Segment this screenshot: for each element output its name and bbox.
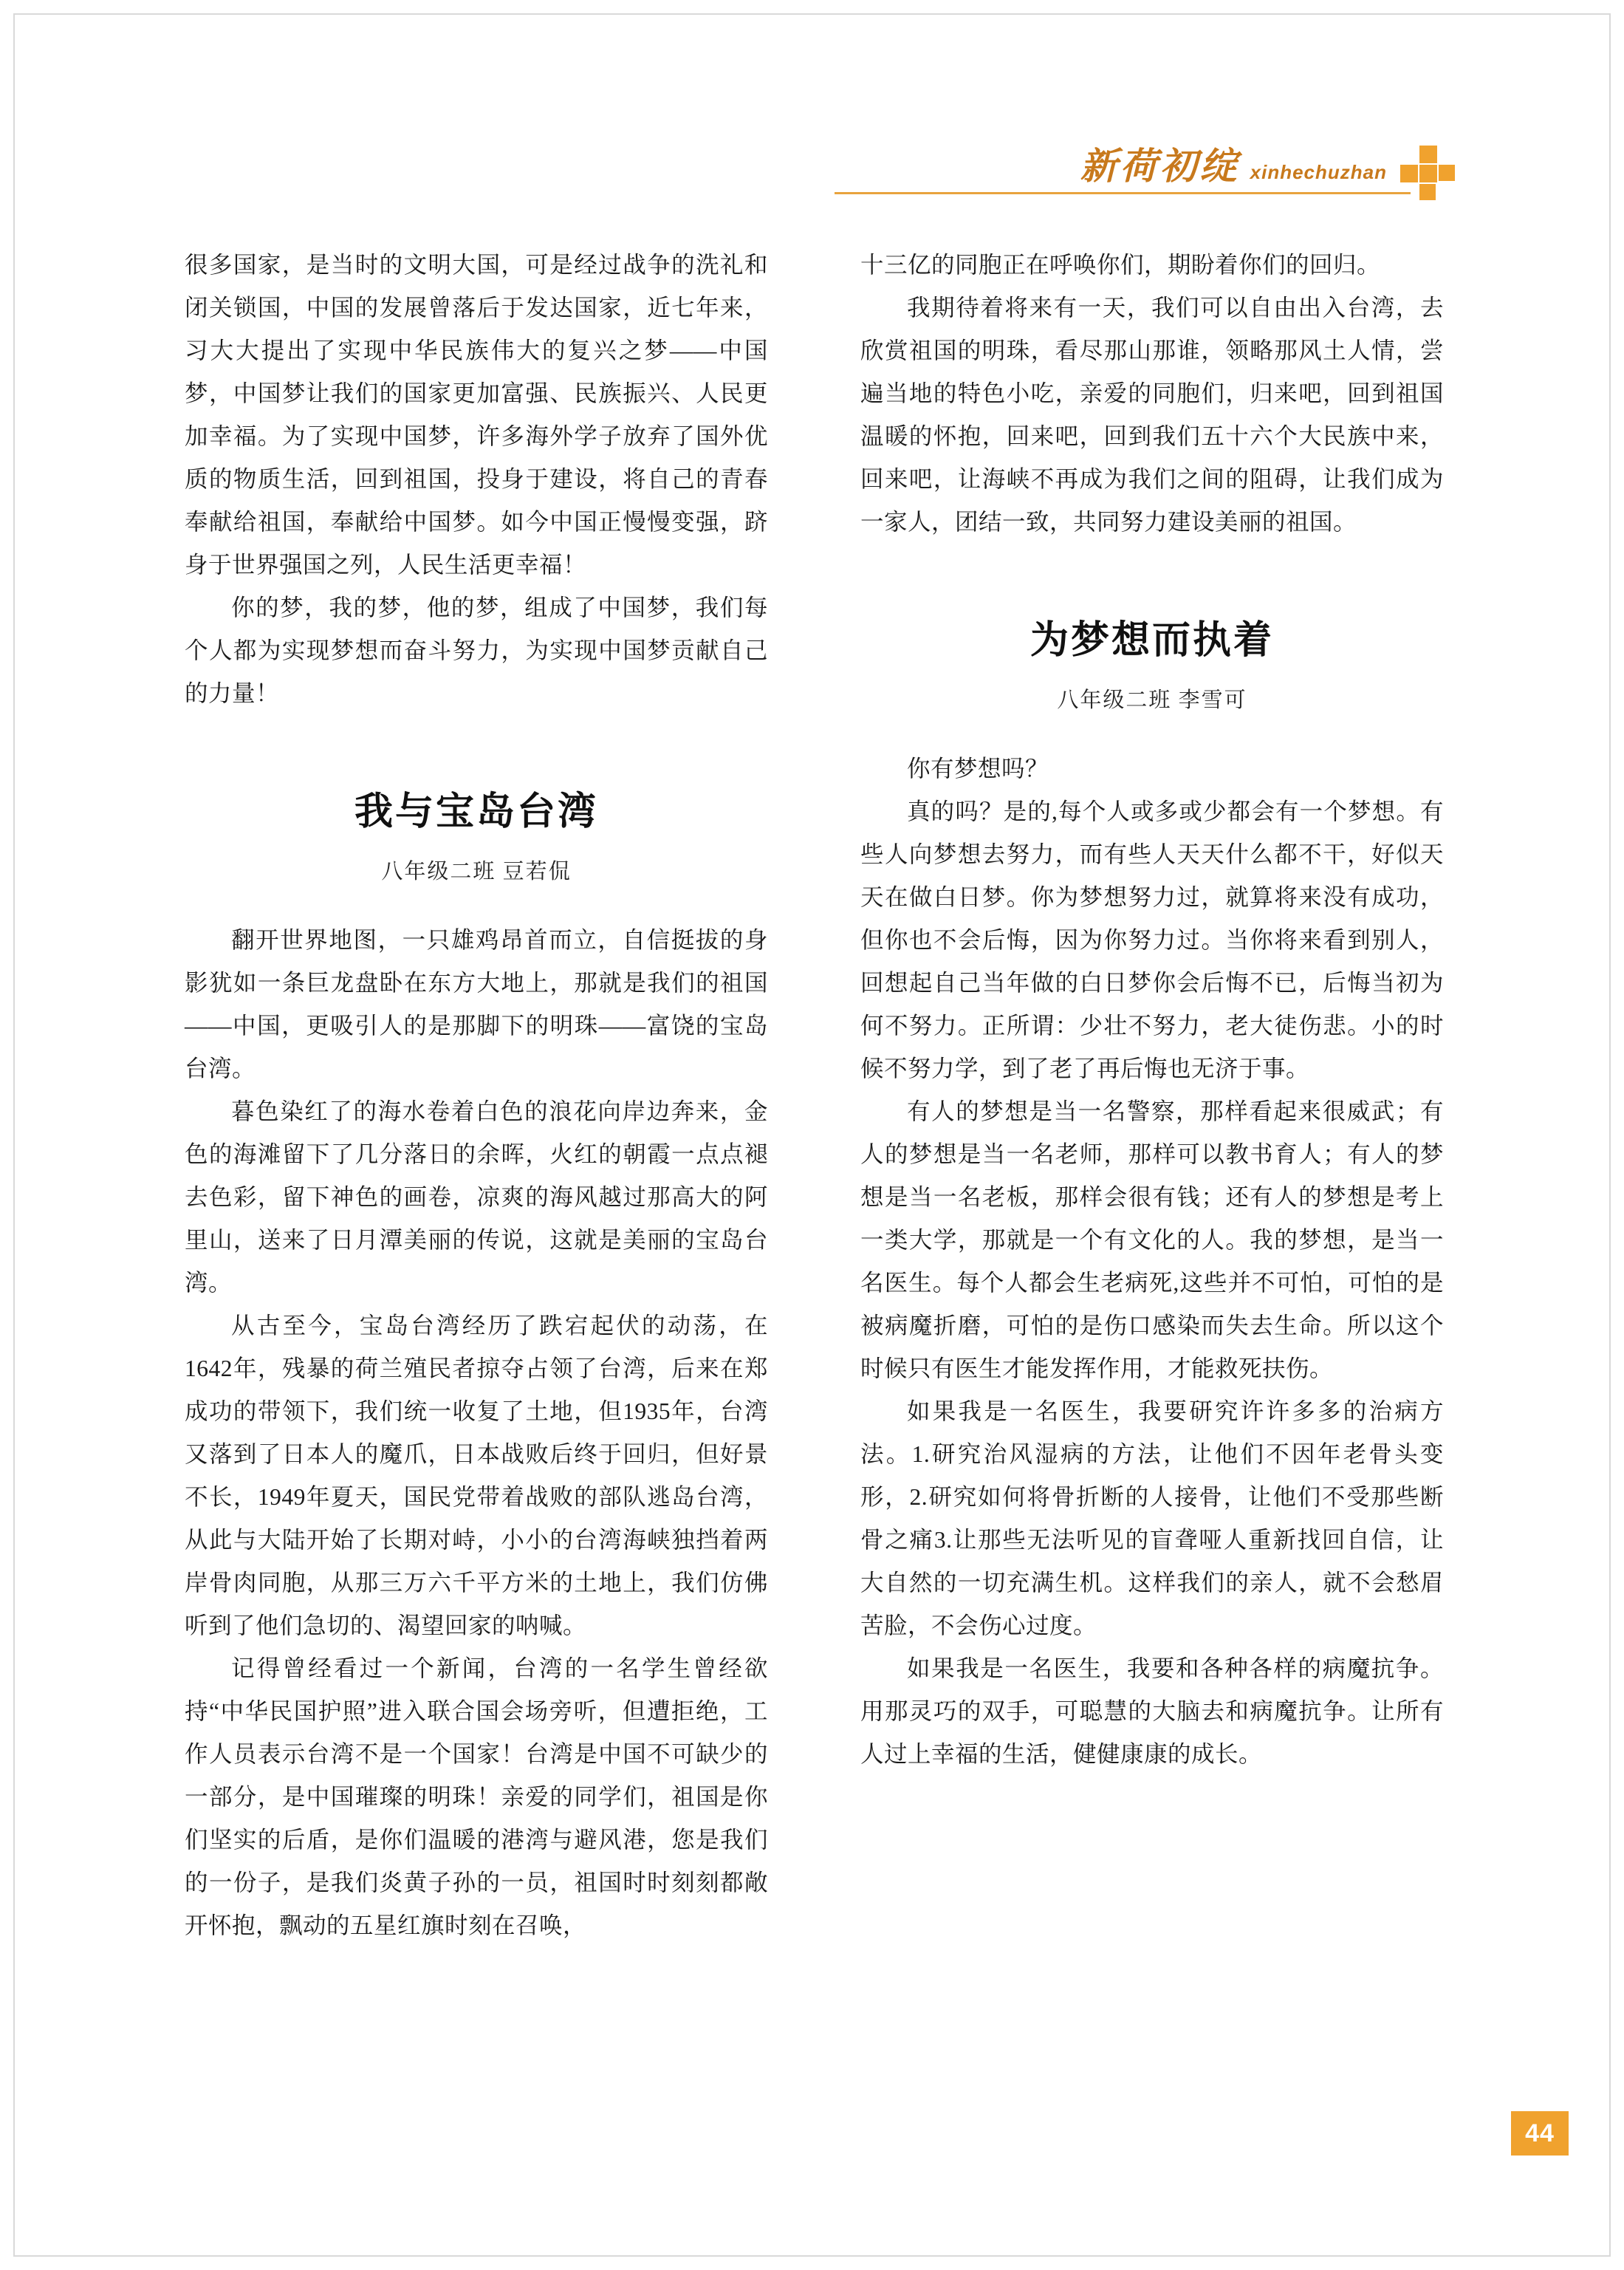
page-header bbox=[835, 137, 1455, 214]
square-c bbox=[1419, 165, 1437, 182]
decorative-squares-icon bbox=[1400, 146, 1455, 200]
section-title-pinyin: xinhechuzhan bbox=[1250, 161, 1387, 183]
paragraph: 你有梦想吗？ bbox=[907, 756, 1049, 782]
paragraph: 有人的梦想是当一名警察，那样看起来很威武；有人的梦想是当一名老师，那样可以教书育人；有人的梦想是当一名老板，那样会很有钱；还有人的梦想是考上一类大学，那就是一个有文化的人。我的梦想，是当一名医生。每个人都会生老病死,这些并不可怕，可怕的是被病魔折磨，可怕的是伤口感染而失去生命。所以这个时候只有医生才能发挥作用，才能救死扶伤。 bbox=[860, 1098, 1444, 1381]
square-e bbox=[1419, 184, 1436, 200]
header-rule bbox=[835, 192, 1411, 194]
paragraph: 你的梦，我的梦，他的梦，组成了中国梦，我们每个人都为实现梦想而奋斗努力，为实现中国梦贡献自己的力量！ bbox=[185, 595, 768, 706]
paragraph: 很多国家，是当时的文明大国，可是经过战争的洗礼和闭关锁国，中国的发展曾落后于发达国家，近七年来，习大大提出了实现中华民族伟大的复兴之梦——中国梦，中国梦让我们的国家更加富强、民族振兴、人民更加幸福。为了实现中国梦，许多海外学子放弃了国外优质的物质生活，回到祖国，投身于建设，将自己的青春奉献给祖国，奉献给中国梦。如今中国正慢慢变强，跻身于世界强国之列，人民生活更幸福！ bbox=[185, 252, 768, 578]
article-title: 我与宝岛台湾 bbox=[354, 791, 598, 833]
square-a bbox=[1419, 146, 1437, 163]
square-b bbox=[1439, 165, 1455, 181]
article-byline: 八年级二班 李雪可 bbox=[1057, 688, 1247, 712]
paragraph: 记得曾经看过一个新闻，台湾的一名学生曾经欲持“中华民国护照”进入联合国会场旁听，但遭拒绝，工作人员表示台湾不是一个国家！台湾是中国不可缺少的一部分，是中国璀璨的明珠！亲爱的同学们，祖国是你们坚实的后盾，是你们温暖的港湾与避风港，您是我们的一份子，是我们炎黄子孙的一员，祖国时时刻刻都敞开怀抱，飘动的五星红旗时刻在召唤， bbox=[185, 1655, 768, 1938]
paragraph: 翻开世界地图，一只雄鸡昂首而立，自信挺拔的身影犹如一条巨龙盘卧在东方大地上，那就是我们的祖国——中国，更吸引人的是那脚下的明珠——富饶的宝岛台湾。 bbox=[185, 927, 768, 1081]
left-column bbox=[185, 244, 768, 1947]
square-d bbox=[1400, 165, 1418, 182]
header-title-group bbox=[1080, 137, 1387, 190]
section-title: 新荷初绽 bbox=[1080, 145, 1240, 188]
page-number-badge: 44 bbox=[1511, 2111, 1569, 2156]
right-column bbox=[860, 244, 1444, 1776]
article-byline: 八年级二班 豆若侃 bbox=[381, 860, 572, 883]
paragraph: 如果我是一名医生，我要研究许许多多的治病方法。1.研究治风湿病的方法，让他们不因年老骨头变形，2.研究如何将骨折断的人接骨，让他们不受那些断骨之痛3.让那些无法听见的盲聋哑人重新找回自信，让大自然的一切充满生机。这样我们的亲人，就不会愁眉苦脸，不会伤心过度。 bbox=[860, 1398, 1444, 1638]
paragraph: 如果我是一名医生，我要和各种各样的病魔抗争。用那灵巧的双手，可聪慧的大脑去和病魔抗争。让所有人过上幸福的生活，健健康康的成长。 bbox=[860, 1655, 1444, 1767]
paragraph: 暮色染红了的海水卷着白色的浪花向岸边奔来，金色的海滩留下了几分落日的余晖，火红的朝霞一点点褪去色彩，留下神色的画卷，凉爽的海风越过那高大的阿里山，送来了日月潭美丽的传说，这就是美丽的宝岛台湾。 bbox=[185, 1098, 768, 1296]
paragraph: 十三亿的同胞正在呼唤你们，期盼着你们的回归。 bbox=[860, 252, 1381, 278]
paragraph: 真的吗？是的,每个人或多或少都会有一个梦想。有些人向梦想去努力，而有些人天天什么都不干，好似天天在做白日梦。你为梦想努力过，就算将来没有成功，但你也不会后悔，因为你努力过。当你将来看到别人，回想起自己当年做的白日梦你会后悔不已，后悔当初为何不努力。正所谓：少壮不努力，老大徒伤悲。小的时候不努力学，到了老了再后悔也无济于事。 bbox=[860, 799, 1444, 1081]
paragraph: 从古至今，宝岛台湾经历了跌宕起伏的动荡，在1642年，残暴的荷兰殖民者掠夺占领了台湾，后来在郑成功的带领下，我们统一收复了土地，但1935年，台湾又落到了日本人的魔爪，日本战败后终于回归，但好景不长，1949年夏天，国民党带着战败的部队逃岛台湾，从此与大陆开始了长期对峙，小小的台湾海峡独挡着两岸骨肉同胞，从那三万六千平方米的土地上，我们仿佛听到了他们急切的、渴望回家的呐喊。 bbox=[185, 1313, 768, 1638]
paragraph: 我期待着将来有一天，我们可以自由出入台湾，去欣赏祖国的明珠，看尽那山那谁，领略那风土人情，尝遍当地的特色小吃，亲爱的同胞们，归来吧，回到祖国温暖的怀抱，回来吧，回到我们五十六个大民族中来，回来吧，让海峡不再成为我们之间的阻碍，让我们成为一家人，团结一致，共同努力建设美丽的祖国。 bbox=[860, 295, 1444, 535]
article-title: 为梦想而执着 bbox=[1029, 620, 1274, 662]
